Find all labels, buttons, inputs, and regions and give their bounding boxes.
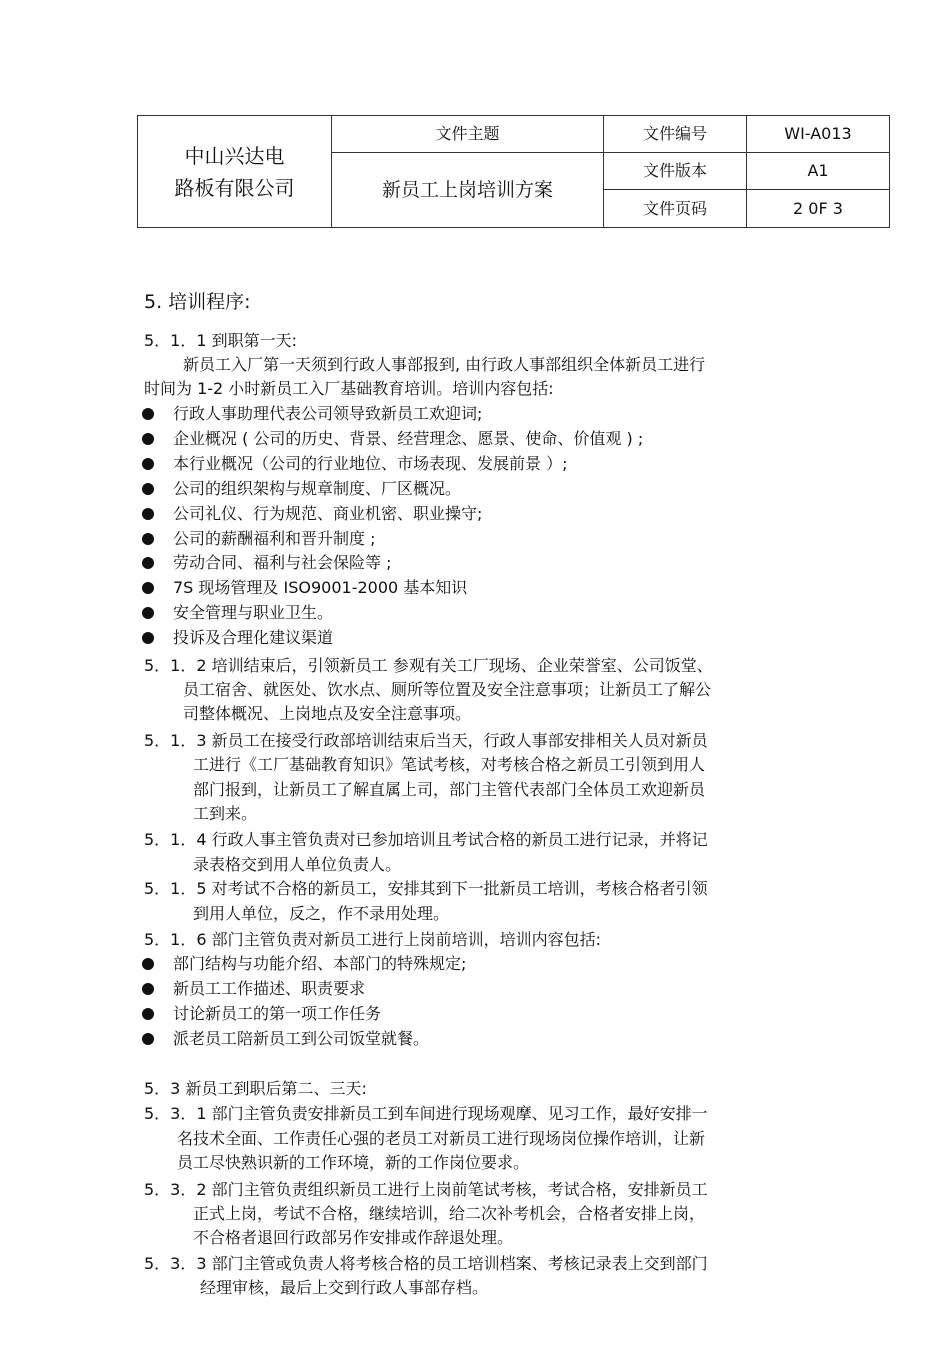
s53-title: 5．3 新员工到职后第二、三天: <box>144 1079 367 1098</box>
bullet-icon <box>142 1033 154 1045</box>
s533-line1: 5．3．3 部门主管或负责人将考核合格的员工培训档案、考核记录表上交到部门 <box>144 1254 708 1273</box>
s516-line1: 5．1．6 部门主管负责对新员工进行上岗前培训，培训内容包括: <box>144 930 602 949</box>
s513-line1: 5．1．3 新员工在接受行政部培训结束后当天，行政人事部安排相关人员对新员 <box>144 731 708 750</box>
document-header-table <box>137 115 890 228</box>
s514-line1: 5．1．4 行政人事主管负责对已参加培训且考试合格的新员工进行记录，并将记 <box>144 830 708 849</box>
version-label: 文件版本 <box>604 153 747 190</box>
s511-paragraph-line1: 新员工入厂第一天须到行政人事部报到, 由行政人事部组织全体新员工进行 <box>183 355 706 374</box>
list-item: 投诉及合理化建议渠道 <box>173 628 334 648</box>
list-item: 公司礼仪、行为规范、商业机密、职业操守; <box>173 503 483 523</box>
company-name-cell <box>138 116 332 228</box>
list-item: 安全管理与职业卫生。 <box>173 603 334 623</box>
bullet-icon <box>142 458 154 470</box>
list-item: 企业概况 ( 公司的历史、背景、经营理念、愿景、使命、价值观 ) ; <box>173 428 644 448</box>
s531-line2: 名技术全面、工作责任心强的老员工对新员工进行现场岗位操作培训，让新 <box>177 1129 706 1148</box>
s515-line1: 5．1．5 对考试不合格的新员工，安排其到下一批新员工培训，考核合格者引领 <box>144 879 708 898</box>
page-label: 文件页码 <box>604 190 747 228</box>
page-value: 2 0F 3 <box>747 190 890 228</box>
list-item: 7S 现场管理及 ISO9001-2000 基本知识 <box>173 578 468 598</box>
list-item: 讨论新员工的第一项工作任务 <box>173 1004 382 1023</box>
s532-line2: 正式上岗，考试不合格，继续培训，给二次补考机会，合格者安排上岗， <box>193 1204 706 1223</box>
list-item: 派老员工陪新员工到公司饭堂就餐。 <box>173 1029 430 1048</box>
s512-line2: 员工宿舍、就医处、饮水点、厕所等位置及安全注意事项；让新员工了解公 <box>183 680 712 699</box>
s511-paragraph-line2: 时间为 1-2 小时新员工入厂基础教育培训。培训内容包括: <box>144 379 554 398</box>
list-item: 劳动合同、福利与社会保险等 ; <box>173 553 392 573</box>
s532-line3: 不合格者退回行政部另作安排或作辞退处理。 <box>193 1228 514 1247</box>
bullet-icon <box>142 408 154 420</box>
bullet-icon <box>142 533 154 545</box>
bullet-icon <box>142 958 154 970</box>
s513-line2: 工进行《工厂基础教育知识》笔试考核，对考核合格之新员工引领到用人 <box>193 755 706 774</box>
list-item: 公司的薪酬福利和晋升制度 ; <box>173 528 376 548</box>
list-item: 新员工工作描述、职责要求 <box>173 979 366 998</box>
s513-line4: 工到来。 <box>193 804 258 823</box>
section-title: 5. 培训程序: <box>144 291 251 313</box>
s511-title: 5．1．1 到职第一天: <box>144 331 298 350</box>
bullet-icon <box>142 632 154 644</box>
bullet-icon <box>142 433 154 445</box>
s515-line2: 到用人单位，反之，作不录用处理。 <box>193 904 450 923</box>
bullet-icon <box>142 607 154 619</box>
company-name-line2: 路板有限公司 <box>174 175 295 200</box>
bullet-icon <box>142 508 154 520</box>
s514-line2: 录表格交到用人单位负责人。 <box>193 855 402 874</box>
s531-line1: 5．3．1 部门主管负责安排新员工到车间进行现场观摩、见习工作，最好安排一 <box>144 1104 708 1123</box>
list-item: 部门结构与功能介绍、本部门的特殊规定; <box>173 954 467 973</box>
subject-value: 新员工上岗培训方案 <box>332 153 604 228</box>
s512-line1: 5．1．2 培训结束后，引领新员工 参观有关工厂现场、企业荣誉室、公司饭堂、 <box>144 656 713 675</box>
doc-no-value: WI-A013 <box>747 116 890 153</box>
doc-no-label: 文件编号 <box>604 116 747 153</box>
subject-label: 文件主题 <box>332 116 604 153</box>
bullet-icon <box>142 983 154 995</box>
s512-line3: 司整体概况、上岗地点及安全注意事项。 <box>183 704 472 723</box>
list-item: 公司的组织架构与规章制度、厂区概况。 <box>173 478 462 498</box>
version-value: A1 <box>747 153 890 190</box>
s533-line2: 经理审核，最后上交到行政人事部存档。 <box>200 1278 489 1297</box>
s531-line3: 员工尽快熟识新的工作环境，新的工作岗位要求。 <box>177 1153 530 1172</box>
s513-line3: 部门报到，让新员工了解直属上司，部门主管代表部门全体员工欢迎新员 <box>193 780 706 799</box>
bullet-icon <box>142 1008 154 1020</box>
s532-line1: 5．3．2 部门主管负责组织新员工进行上岗前笔试考核，考试合格，安排新员工 <box>144 1180 708 1199</box>
list-item: 行政人事助理代表公司领导致新员工欢迎词; <box>173 404 483 423</box>
bullet-icon <box>142 483 154 495</box>
company-name-line1: 中山兴达电 <box>184 143 285 168</box>
bullet-icon <box>142 557 154 569</box>
list-item: 本行业概况（公司的行业地位、市场表现、发展前景 ）; <box>173 453 568 473</box>
bullet-icon <box>142 582 154 594</box>
